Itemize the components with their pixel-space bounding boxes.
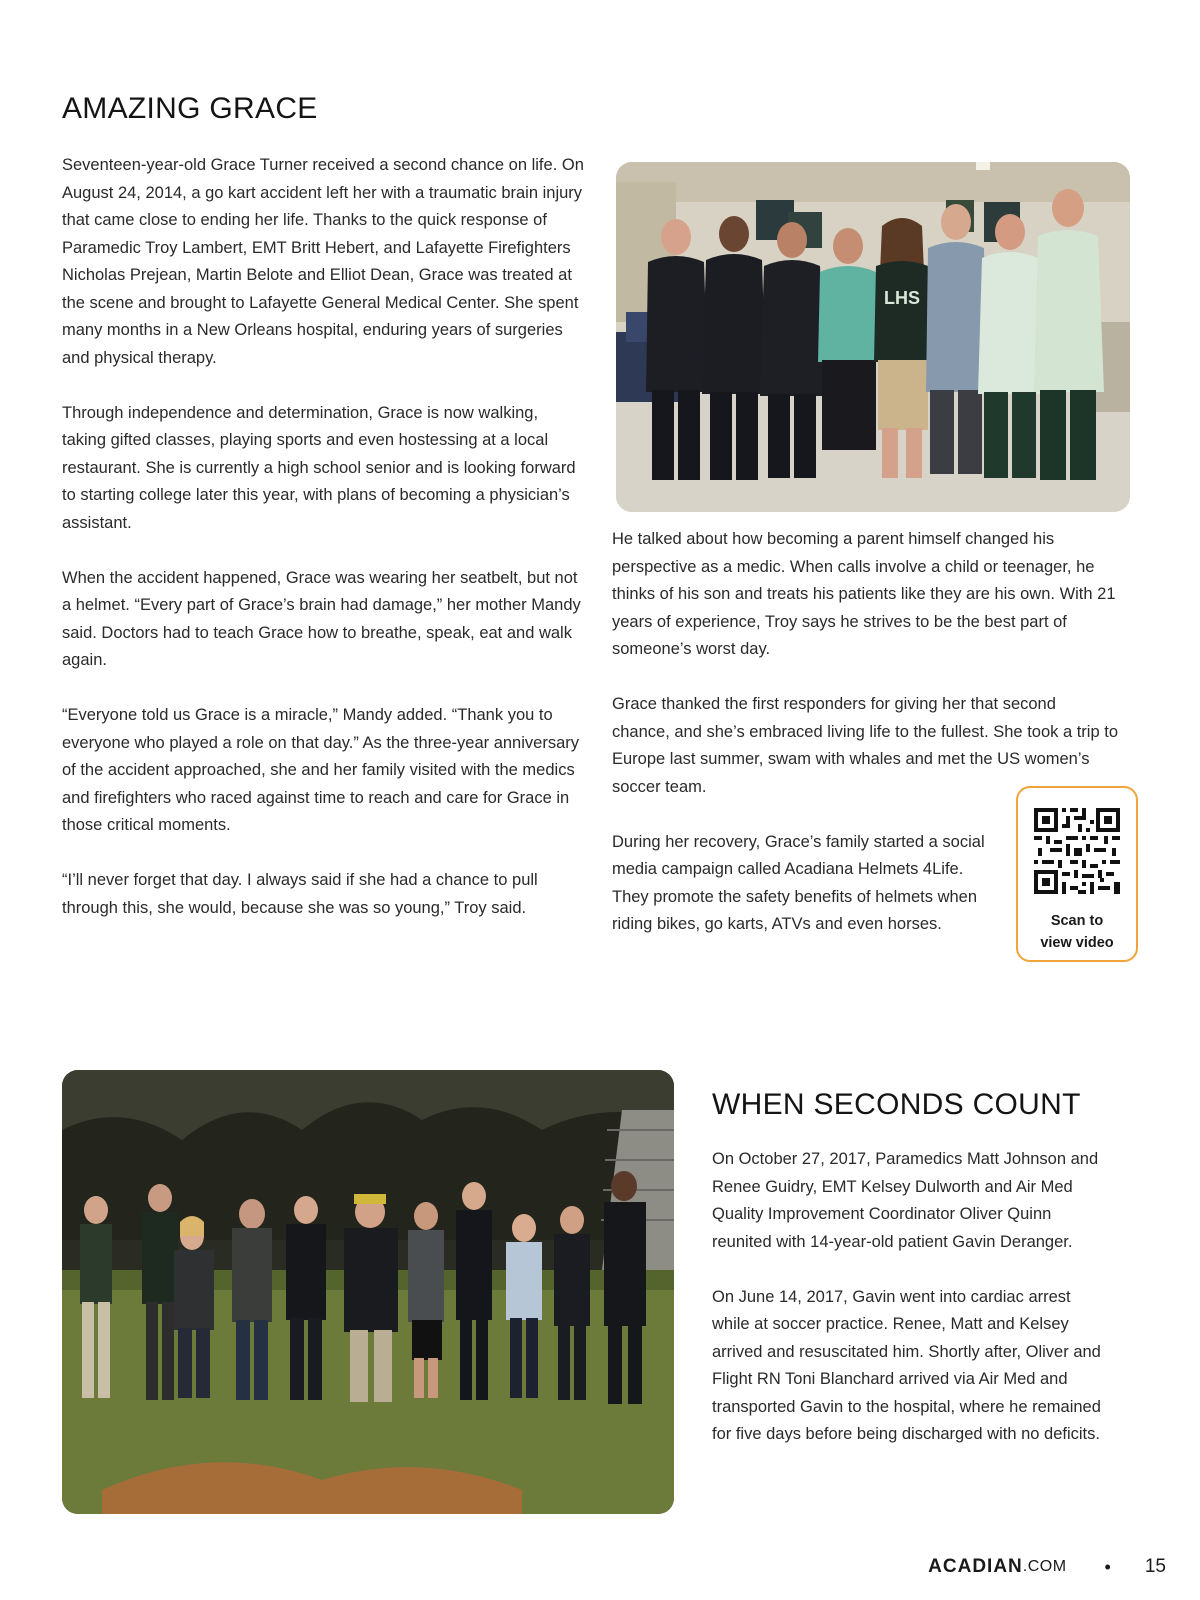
footer-brand-suffix: .COM — [1022, 1558, 1067, 1575]
qr-code-card[interactable] — [1016, 786, 1138, 962]
amazing-grace-left-column — [62, 152, 586, 922]
when-seconds-count-column — [712, 1146, 1110, 1449]
paragraph: Through independence and determination, Grace is now walking, taking gifted classes, playing sports and even hostessing at a local restaurant. She is currently a high school senior and is looking forward to starting college later this year, with plans of becoming a physician’s assistant. — [62, 403, 576, 532]
footer-brand[interactable]: ACADIAN — [928, 1556, 1023, 1577]
footer-bullet: • — [1104, 1556, 1111, 1577]
paragraph: Seventeen-year-old Grace Turner received a second chance on life. On August 24, 2014, a go kart accident left her with a traumatic brain injury that came close to ending her life. Thanks to the quick response of Paramedic Troy Lambert, EMT Britt Hebert, and Lafayette Firefighters Nicholas Prejean, Martin Belote and Elliot Dean, Grace was treated at the scene and brought to Lafayette General Medical Center. She spent many months in a New Orleans hospital, enduring years of surgeries and physical therapy. — [62, 156, 584, 367]
photo-grace-with-first-responders — [616, 162, 1130, 512]
paragraph: On June 14, 2017, Gavin went into cardiac arrest while at soccer practice. Renee, Matt and Kelsey arrived and resuscitated him. Shortly after, Oliver and Flight RN Toni Blanchard arrived via Air Med and transported Gavin to the hospital, where he remained for five days before being discharged with no deficits. — [712, 1287, 1101, 1443]
paragraph: “I’ll never forget that day. I always said if she had a chance to pull through this, she would, because she was so young,” Troy said. — [62, 871, 538, 917]
qr-caption-line-1: Scan to — [1050, 913, 1104, 929]
paragraph: “Everyone told us Grace is a miracle,” Mandy added. “Thank you to everyone who played a role on that day.” As the three-year anniversary of the accident approached, she and her family visited with the medics and firefighters who raced against time to reach and care for Grace in those critical moments. — [62, 706, 579, 834]
paragraph: During her recovery, Grace’s family started a social media campaign called Acadiana Helmets 4Life. They promote the safety benefits of helmets when riding bikes, go karts, ATVs and even horses. — [612, 832, 985, 933]
shirt-text: LHS — [884, 288, 920, 308]
page-footer — [928, 1556, 1166, 1578]
qr-code-icon[interactable] — [1034, 808, 1120, 894]
qr-caption-line-2: view video — [1040, 935, 1114, 951]
section-heading-when-seconds-count: WHEN SECONDS COUNT — [712, 1088, 1081, 1121]
paragraph: When the accident happened, Grace was wearing her seatbelt, but not a helmet. “Every part of Grace’s brain had damage,” her mother Mandy said. Doctors had to teach Grace how to breathe, speak, eat and walk again. — [62, 568, 581, 669]
paragraph: On October 27, 2017, Paramedics Matt Johnson and Renee Guidry, EMT Kelsey Dulworth and Air Med Quality Improvement Coordinator Oliver Quinn reunited with 14-year-old patient Gavin Deranger. — [712, 1150, 1099, 1251]
page-number: 15 — [1144, 1556, 1166, 1577]
photo-gavin-reunion-football-field — [62, 1070, 674, 1514]
qr-caption — [1018, 910, 1136, 954]
paragraph: Grace thanked the first responders for giving her that second chance, and she’s embraced living life to the fullest. She took a trip to Europe last summer, swam with whales and met the US women’s soccer team. — [612, 695, 1118, 796]
section-heading-amazing-grace: AMAZING GRACE — [62, 92, 318, 125]
paragraph: He talked about how becoming a parent himself changed his perspective as a medic. When calls involve a child or teenager, he thinks of his son and treats his patients like they are his own. With 21 years of experience, Troy says he strives to be the best part of someone’s worst day. — [612, 530, 1116, 658]
